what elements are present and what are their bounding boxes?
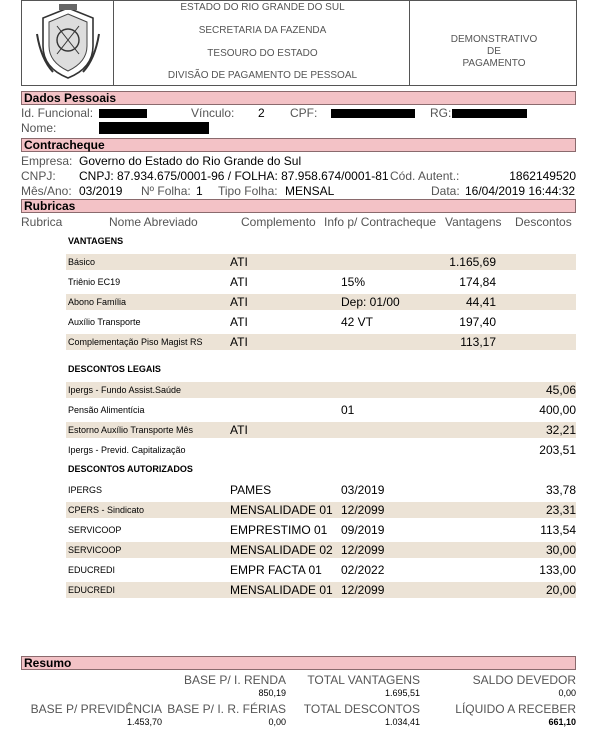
table-row — [66, 482, 576, 498]
table-row — [66, 274, 576, 290]
rubrica-descontos: 20,00 — [545, 583, 576, 597]
rubrica-complemento: ATI — [230, 335, 248, 349]
rubrica-complemento: EMPRESTIMO 01 — [230, 523, 328, 537]
rubrica-info: 02/2022 — [341, 563, 385, 577]
rubrica-complemento: ATI — [230, 423, 248, 437]
rubrica-nome: SERVICOOP — [68, 525, 122, 535]
cnpj-label: CNPJ: — [21, 169, 56, 183]
rubrica-descontos: 133,00 — [539, 563, 576, 577]
rubrica-nome: Complementação Piso Magist RS — [68, 337, 203, 347]
group-label-vantagens: VANTAGENS — [68, 236, 124, 246]
table-row — [66, 334, 576, 350]
section-dados-pessoais: Dados Pessoais — [21, 91, 576, 105]
rubrica-complemento: EMPR FACTA 01 — [230, 563, 322, 577]
rubrica-info: 03/2019 — [341, 483, 385, 497]
base-ferias-value: 0,00 — [268, 717, 286, 727]
coat-of-arms-icon — [33, 4, 103, 82]
rubrica-complemento: PAMES — [230, 483, 272, 497]
total-descontos-value: 1.034,41 — [384, 717, 420, 727]
rubrica-nome: Auxílio Transporte — [68, 317, 141, 327]
autent-label: Cód. Autent.: — [390, 169, 460, 183]
rubrica-descontos: 32,21 — [545, 423, 576, 437]
col-descontos: Descontos — [515, 215, 572, 229]
table-row — [66, 314, 576, 330]
folha-value: 1 — [196, 184, 203, 198]
rubrica-complemento: ATI — [230, 275, 248, 289]
rubrica-nome: Ipergs - Fundo Assist.Saúde — [68, 385, 182, 395]
header-institution-box — [113, 0, 410, 86]
rubrica-descontos: 30,00 — [545, 543, 576, 557]
table-row — [66, 542, 576, 558]
col-vantagens: Vantagens — [445, 215, 502, 229]
id-funcional-label: Id. Funcional: — [21, 106, 94, 120]
rubrica-descontos: 113,54 — [540, 523, 576, 537]
empresa-value: Governo do Estado do Rio Grande do Sul — [79, 154, 302, 168]
header-treasury: TESOURO DO ESTADO — [207, 48, 318, 59]
rubrica-nome: Estorno Auxílio Transporte Mês — [68, 425, 194, 435]
table-row — [66, 254, 576, 270]
header-secretariat: SECRETARIA DA FAZENDA — [198, 25, 327, 36]
cnpj-value: CNPJ: 87.934.675/0001-96 / FOLHA: 87.958.674/0001-81 — [79, 169, 389, 183]
doc-title-line1: DEMONSTRATIVO — [450, 34, 538, 45]
rubrica-nome: EDUCREDI — [68, 565, 116, 575]
base-previdencia-label: BASE P/ PREVIDÊNCIA — [30, 702, 162, 716]
tipo-folha-value: MENSAL — [285, 184, 335, 198]
rubrica-nome: Pensão Alimentícia — [68, 405, 145, 415]
base-renda-label: BASE P/ I. RENDA — [183, 673, 286, 687]
section-resumo: Resumo — [21, 656, 576, 670]
rubrica-complemento: MENSALIDADE 01 — [230, 503, 333, 517]
rubrica-nome: Triênio EC19 — [68, 277, 121, 287]
rubrica-nome: SERVICOOP — [68, 545, 122, 555]
rubrica-nome: IPERGS — [68, 485, 103, 495]
header-title-box — [409, 0, 577, 86]
col-info: Info p/ Contracheque — [324, 215, 437, 229]
rubrica-vantagens: 44,41 — [465, 295, 496, 309]
total-vantagens-label: TOTAL VANTAGENS — [307, 673, 420, 687]
liquido-label: LÍQUIDO A RECEBER — [455, 702, 576, 716]
rubrica-descontos: 45,06 — [545, 383, 576, 397]
rubrica-vantagens: 174,84 — [459, 275, 496, 289]
col-rubrica: Rubrica — [21, 215, 63, 229]
rubrica-info: 12/2099 — [341, 543, 385, 557]
table-row — [66, 442, 576, 458]
cpf-label: CPF: — [290, 106, 318, 120]
vinculo-label: Vínculo: — [191, 106, 235, 120]
mes-ano-value: 03/2019 — [79, 184, 123, 198]
col-complemento: Complemento — [241, 215, 316, 229]
base-renda-value: 850,19 — [258, 688, 286, 698]
saldo-devedor-label: SALDO DEVEDOR — [472, 673, 576, 687]
header-crest-box — [21, 0, 114, 86]
folha-label: Nº Folha: — [141, 184, 191, 198]
header-state: ESTADO DO RIO GRANDE DO SUL — [180, 2, 345, 13]
rubrica-info: 01 — [341, 403, 355, 417]
mes-ano-label: Mês/Ano: — [21, 184, 72, 198]
rubrica-descontos: 400,00 — [539, 403, 576, 417]
rubrica-info: 15% — [341, 275, 366, 289]
rubrica-info: 12/2099 — [341, 503, 385, 517]
rubrica-info: 12/2099 — [341, 583, 385, 597]
liquido-value: 661,10 — [548, 717, 576, 727]
table-row — [66, 582, 576, 598]
doc-title-line3: PAGAMENTO — [462, 58, 526, 69]
group-label-descontos-legais: DESCONTOS LEGAIS — [68, 364, 161, 374]
rubrica-nome: CPERS - Sindicato — [68, 505, 145, 515]
table-row — [66, 294, 576, 310]
table-row — [66, 422, 576, 438]
rg-label: RG: — [430, 106, 452, 120]
table-row — [66, 402, 576, 418]
rubrica-info: 42 VT — [341, 315, 374, 329]
rubrica-nome: Abono Família — [68, 297, 127, 307]
rubrica-info: 09/2019 — [341, 523, 385, 537]
header-division: DIVISÃO DE PAGAMENTO DE PESSOAL — [167, 70, 358, 81]
rubrica-complemento: ATI — [230, 255, 248, 269]
rubrica-descontos: 203,51 — [539, 443, 576, 457]
total-descontos-label: TOTAL DESCONTOS — [303, 702, 420, 716]
rubrica-nome: Ipergs - Previd. Capitalização — [68, 445, 186, 455]
rubrica-nome: EDUCREDI — [68, 585, 116, 595]
saldo-devedor-value: 0,00 — [558, 688, 576, 698]
empresa-label: Empresa: — [21, 154, 73, 168]
group-label-descontos-autorizados: DESCONTOS AUTORIZADOS — [68, 464, 193, 474]
doc-title-line2: DE — [487, 46, 501, 57]
rubrica-info: Dep: 01/00 — [341, 295, 400, 309]
nome-label: Nome: — [21, 121, 57, 135]
table-row — [66, 562, 576, 578]
base-ferias-label: BASE P/ I. R. FÉRIAS — [167, 702, 286, 716]
autent-value: 1862149520 — [509, 169, 576, 183]
table-row — [66, 522, 576, 538]
base-previdencia-value: 1.453,70 — [126, 717, 162, 727]
rubrica-vantagens: 1.165,69 — [449, 255, 496, 269]
table-row — [66, 502, 576, 518]
rubrica-complemento: MENSALIDADE 01 — [230, 583, 333, 597]
data-label: Data: — [431, 184, 460, 198]
rubrica-vantagens: 113,17 — [460, 335, 496, 349]
section-contracheque: Contracheque — [21, 138, 576, 152]
rubrica-complemento: ATI — [230, 295, 248, 309]
section-rubricas: Rubricas — [21, 199, 576, 213]
vinculo-value: 2 — [258, 106, 265, 120]
cpf-redaction — [331, 109, 415, 118]
tipo-folha-label: Tipo Folha: — [218, 184, 278, 198]
id-funcional-redaction — [99, 109, 147, 118]
rubrica-complemento: MENSALIDADE 02 — [230, 543, 333, 557]
rubrica-nome: Básico — [68, 257, 96, 267]
col-nome-abreviado: Nome Abreviado — [109, 215, 198, 229]
rubrica-vantagens: 197,40 — [459, 315, 496, 329]
table-row — [66, 382, 576, 398]
total-vantagens-value: 1.695,51 — [384, 688, 420, 698]
rubrica-complemento: ATI — [230, 315, 248, 329]
rg-redaction — [452, 109, 527, 118]
nome-redaction — [99, 122, 209, 134]
rubrica-descontos: 33,78 — [545, 483, 576, 497]
data-value: 16/04/2019 16:44:32 — [465, 184, 576, 198]
rubrica-descontos: 23,31 — [545, 503, 576, 517]
